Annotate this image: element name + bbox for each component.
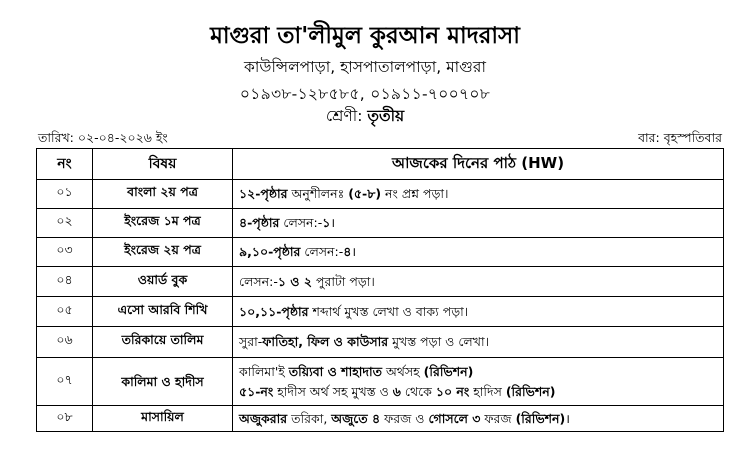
row-homework: [233, 180, 724, 209]
row-homework: [233, 297, 724, 327]
homework-segment: ফরজ: [480, 410, 516, 426]
row-subject: তরিকায়ে তালিম: [93, 327, 233, 358]
homework-segment: (রিভিশন): [505, 383, 556, 399]
table-row: [37, 180, 724, 209]
row-number: ০১: [37, 180, 93, 209]
phone-numbers: ০১৯৩৮-১২৮৫৮৫, ০১৯১১-৭০০৭০৮: [239, 85, 491, 103]
class-line: [0, 106, 730, 126]
homework-segment: তরিকা,: [287, 410, 332, 426]
row-number: ০৫: [37, 297, 93, 327]
row-homework: [233, 406, 724, 432]
homework-segment: ৬: [392, 383, 401, 399]
homework-segment: নং প্রশ্ন পড়া।: [381, 186, 449, 201]
table-row: [37, 209, 724, 238]
homework-line: [239, 382, 717, 402]
homework-line: [239, 332, 717, 352]
homework-segment: পুরাটা পড়া।: [311, 273, 375, 289]
homework-segment: অজুকরার: [239, 410, 288, 426]
row-subject: কালিমা ও হাদীস: [93, 358, 233, 406]
row-number: ০৩: [37, 238, 93, 267]
madrasa-address: কাউন্সিলপাড়া, হাসপাতালপাড়া, মাগুরা: [244, 58, 486, 76]
row-homework: [233, 267, 724, 297]
homework-segment: (রিভিশন): [515, 410, 566, 426]
row-number: ০৭: [37, 358, 93, 406]
class-value: তৃতীয়: [367, 107, 405, 125]
table-row: [37, 358, 724, 406]
homework-line: [239, 272, 717, 292]
table-row: [37, 406, 724, 432]
date-text: তারিখ: ০২-০৪-২০২৬ ইং: [38, 130, 168, 145]
homework-line: [239, 184, 717, 204]
homework-line: [239, 362, 717, 382]
header-subject: বিষয়: [93, 149, 233, 180]
table-header-row: [37, 149, 724, 180]
homework-segment: থেকে: [400, 383, 436, 399]
homework-segment: কালিমা'ই: [239, 363, 289, 379]
homework-segment: ১০ নং: [435, 383, 470, 399]
homework-segment: গোসলে ৩: [428, 410, 481, 426]
homework-segment: ৯,১০-পৃষ্ঠার: [239, 244, 301, 259]
homework-segment: অজুতে ৪: [331, 410, 381, 426]
table-row: [37, 238, 724, 267]
homework-segment: শব্দার্থ মুখস্ত লেখা ও বাক্য পড়া।: [308, 303, 469, 319]
homework-segment: তয়্যিবা ও শাহাদাত: [288, 363, 382, 379]
homework-segment: ৫১-নং: [239, 383, 274, 399]
row-homework: [233, 327, 724, 358]
homework-segment: মুখস্ত পড়া ও লেখা।: [388, 334, 490, 349]
table-row: [37, 297, 724, 327]
row-subject: এসো আরবি শিখি: [93, 297, 233, 327]
homework-segment: (রিভিশন): [423, 363, 474, 379]
row-subject: ইংরেজ ২য় পত্র: [93, 238, 233, 267]
homework-segment: হাদিস: [469, 383, 506, 399]
row-subject: মাসায়িল: [93, 406, 233, 432]
homework-segment: ১০,১১-পৃষ্ঠার: [239, 303, 309, 319]
row-number: ০৬: [37, 327, 93, 358]
row-homework: [233, 238, 724, 267]
table-row: [37, 267, 724, 297]
header-homework: আজকের দিনের পাঠ (HW): [233, 149, 724, 180]
homework-segment: ।: [330, 215, 336, 230]
row-homework: [233, 209, 724, 238]
homework-segment: অনুশীলনঃ: [287, 186, 349, 201]
header-no: নং: [37, 149, 93, 180]
homework-segment: লেসন:-: [300, 244, 344, 259]
row-subject: ওয়ার্ড বুক: [93, 267, 233, 297]
madrasa-title: মাগুরা তা'লীমুল কুরআন মাদরাসা: [210, 23, 520, 49]
table-row: [37, 327, 724, 358]
homework-segment: হাদীস অর্থ সহ মুখস্ত ও: [273, 383, 393, 399]
homework-segment: অর্থসহ: [381, 363, 424, 379]
day-text: বার: বৃহস্পতিবার: [638, 130, 722, 145]
homework-segment: সুরা-: [239, 334, 263, 349]
homework-segment: ফরজ ও: [380, 410, 429, 426]
homework-segment: ।: [565, 410, 570, 426]
homework-segment: ।: [351, 244, 357, 259]
row-number: ০৪: [37, 267, 93, 297]
homework-line: [239, 302, 717, 322]
homework-segment: লেসন:-: [239, 273, 278, 289]
row-number: ০২: [37, 209, 93, 238]
homework-line: [239, 213, 717, 233]
homework-segment: ৪-পৃষ্ঠার: [239, 215, 280, 230]
homework-segment: লেসন:-: [279, 215, 323, 230]
homework-segment: ফাতিহা, ফিল ও কাউসার: [262, 334, 389, 349]
homework-segment: ১ ও ২: [277, 273, 312, 289]
homework-segment: ১২-পৃষ্ঠার: [239, 186, 288, 201]
row-subject: ইংরেজ ১ম পত্র: [93, 209, 233, 238]
homework-segment: ১: [322, 215, 331, 230]
homework-line: [239, 409, 717, 429]
homework-segment: (৫-৮): [348, 186, 382, 201]
class-label: শ্রেণী:: [325, 107, 368, 125]
homework-table: [36, 148, 724, 432]
homework-line: [239, 242, 717, 262]
row-subject: বাংলা ২য় পত্র: [93, 180, 233, 209]
row-number: ০৮: [37, 406, 93, 432]
row-homework: [233, 358, 724, 406]
homework-segment: ৪: [343, 244, 352, 259]
